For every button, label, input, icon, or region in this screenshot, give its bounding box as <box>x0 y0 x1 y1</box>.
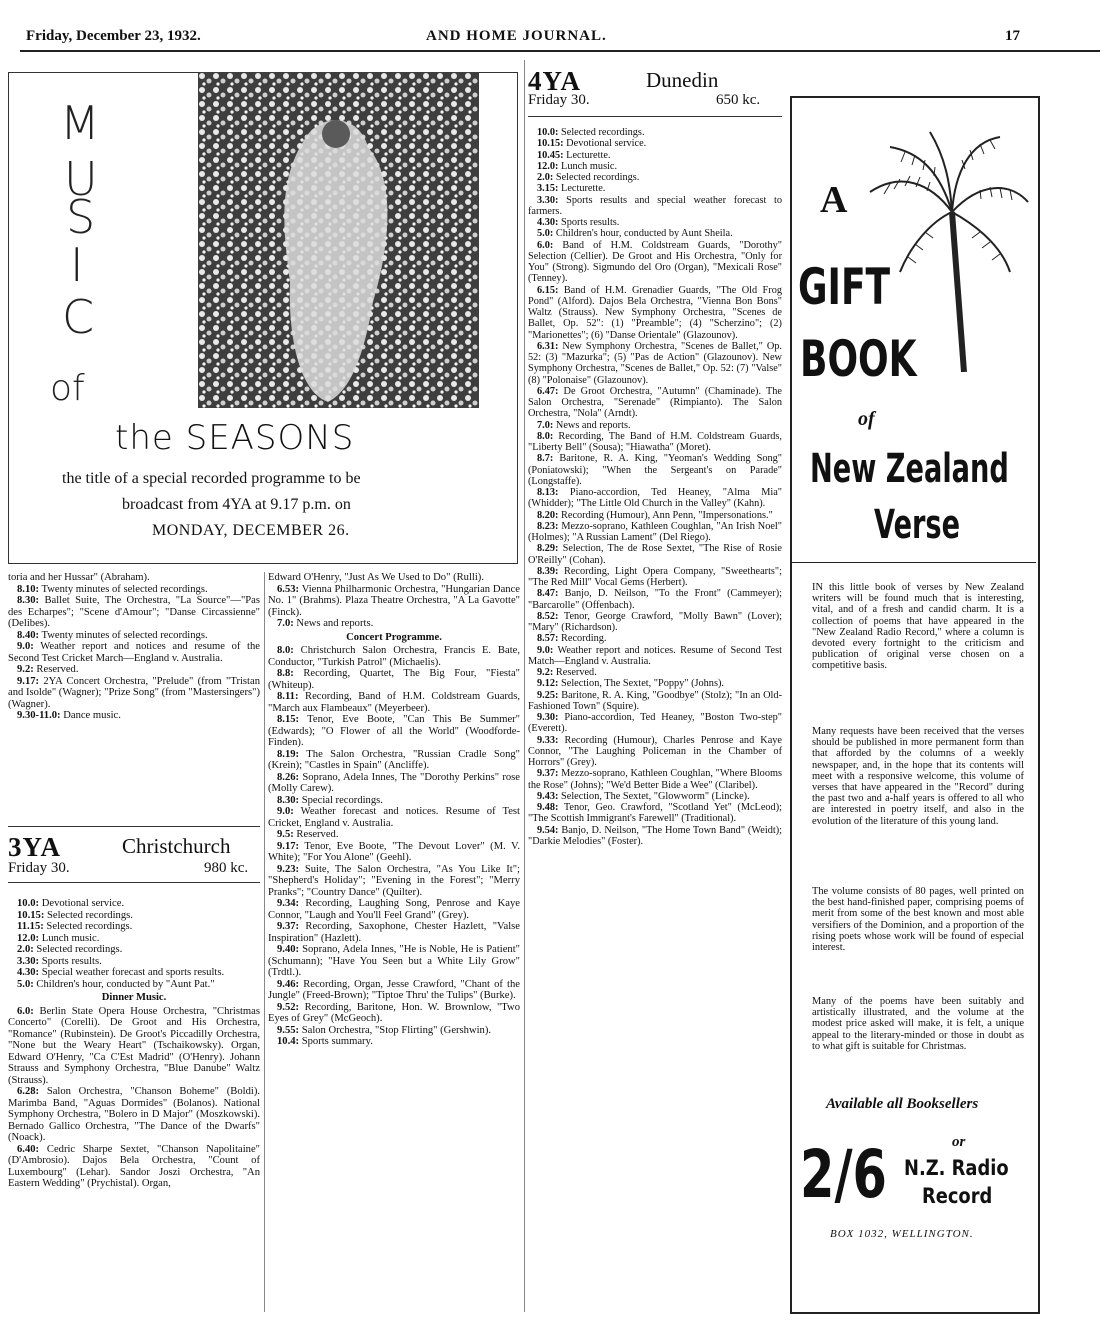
programme-time: 8.8: <box>277 668 294 679</box>
programme-time: 3.15: <box>537 183 559 195</box>
ad-or: or <box>952 1134 966 1150</box>
programme-item: 8.0: Recording, The Band of H.M. Coldstream Guards, "Liberty Bell" (Sousa); "Hiawatha" (Moret). <box>528 430 782 453</box>
programme-item: 8.11: Recording, Band of H.M. Coldstream Guards, "March aux Flambeaux" (Meyerbeer). <box>268 691 520 714</box>
music-letter-m: M <box>60 96 100 150</box>
programme-time: 10.0: <box>537 127 559 138</box>
column-3 <box>528 127 782 847</box>
programme-time: 9.54: <box>537 824 559 836</box>
programme-item: 8.29: Selection, The de Rose Sextet, "The Rise of Rosie O'Reilly" (Cohan). <box>528 543 782 566</box>
programme-item: 8.15: Tenor, Eve Boote, "Can This Be Summer" (Edwards); "O Flower of all the World" (Woodforde-Finden). <box>268 714 520 748</box>
music-letter-i: I <box>70 238 84 292</box>
programme-item: 11.15: Selected recordings. <box>17 921 133 932</box>
station-rule <box>8 826 260 827</box>
programme-time: 10.45: <box>537 149 564 161</box>
station-city: Dunedin <box>646 68 719 92</box>
programme-item: 3.30: Sports results. <box>17 955 102 967</box>
programme-item: 8.47: Banjo, D. Neilson, "To the Front" (Cammeyer); "Barcarolle" (Offenbach). <box>528 588 782 611</box>
programme-time: 8.39: <box>537 565 559 577</box>
column-2 <box>268 572 520 1048</box>
feature-caption-1: the title of a special recorded programme to be <box>62 470 361 487</box>
programme-time: 8.15: <box>277 714 300 725</box>
programme-item: 6.40: Cedric Sharpe Sextet, "Chanson Napolitaine" (D'Ambrosio). Dajos Bela Orchestra, "Count of Luxembourg" (Lehar). Sandor Joszi Orchestra, "An Eastern Wedding" (Prychistal). Organ, <box>8 1143 260 1189</box>
station-city: Christchurch <box>122 834 231 858</box>
ad-paragraph-3: The volume consists of 80 pages, well printed on the best hand-finished paper, comprising poems of merit from some of the best known and most able versifiers of the Dominion, and a proportion of the rising poets whose work will be found of especial interest. <box>812 886 1024 954</box>
programme-item: 8.57: Recording. <box>537 633 607 645</box>
programme-item: 7.0: News and reports. <box>537 419 631 431</box>
programme-time: 12.0: <box>17 932 40 944</box>
programme-item: 8.7: Baritone, R. A. King, "Yeoman's Wedding Song" (Poniatowski); "When the Sergeant's on Parade" (Longstaffe). <box>528 453 782 487</box>
dinner-music-heading: Dinner Music. <box>101 992 167 1003</box>
ad-gift: GIFT <box>798 258 891 316</box>
programme-time: 8.19: <box>277 748 300 760</box>
page-date: Friday, December 23, 1932. <box>26 28 201 44</box>
programme-item: 9.43: Selection, The Sextet, "Glowworm" (Lincke). <box>537 790 750 802</box>
programme-time: 9.23: <box>277 863 300 875</box>
programme-item: 9.5: Reserved. <box>277 829 339 840</box>
programme-time: 10.0: <box>17 898 40 909</box>
ad-price: 2/6 <box>800 1136 887 1213</box>
header-rule <box>20 50 1100 52</box>
programme-time: 9.37: <box>537 768 559 780</box>
programme-time: 10.4: <box>277 1036 300 1047</box>
programme-item: 8.20: Recording (Humour), Ann Penn, "Impersonations." <box>537 509 773 521</box>
programme-time: 6.47: <box>537 385 559 397</box>
programme-time: 9.55: <box>277 1024 300 1036</box>
programme-item: 9.46: Recording, Organ, Jesse Crawford, "Chant of the Jungle" (Freed-Brown); "Tiptoe Thru' the Tulips" (Burke). <box>268 978 520 1001</box>
programme-item: 10.15: Devotional service. <box>537 138 647 150</box>
programme-time: 8.13: <box>537 487 559 498</box>
programme-item: 4.30: Sports results. <box>537 217 620 228</box>
ad-paragraph-2: Many requests have been received that the verses should be published in more permanent form than that afforded by the columns of a weekly newspaper, and, in the hope that its contents will meet with a responsive welcome, this volume of verses that have appeared in the "Record" during the past two and a-half years is offered to all who are interested in poetry itself, and also in the evolution of the literature of this young land. <box>812 726 1024 827</box>
programme-item: 10.45: Lecturette. <box>537 149 611 161</box>
station-freq: 650 kc. <box>716 92 761 108</box>
station-day: Friday 30. <box>528 92 590 108</box>
programme-time: 6.31: <box>537 340 559 352</box>
ad-box-address: BOX 1032, WELLINGTON. <box>830 1228 974 1240</box>
programme-time: 8.26: <box>277 771 300 783</box>
programme-time: 9.37: <box>277 921 300 932</box>
programme-time: 8.30: <box>17 595 40 606</box>
programme-time: 9.2: <box>17 664 34 675</box>
feature-caption-2: broadcast from 4YA at 9.17 p.m. on <box>122 496 351 513</box>
station-day: Friday 30. <box>8 860 70 876</box>
programme-item: 9.30-11.0: Dance music. <box>17 710 121 721</box>
programme-item: 8.40: Twenty minutes of selected recordings. <box>17 629 208 641</box>
ad-paragraph-1: IN this little book of verses by New Zealand writers will be found much that is interesting, vital, and of a fresh and candid charm. It is a collection of poems that have appeared in the "New Zealand Radio Record," where a column is devoted every fortnight to the criticism and publication of original verse chosen on a competitive basis. <box>812 582 1024 672</box>
programme-time: 9.0: <box>17 641 34 652</box>
programme-item: 9.0: Weather report and notices. Resume of Second Test Match—England v. Australia. <box>528 644 782 667</box>
ad-verse: Verse <box>874 502 961 548</box>
ad-nz-radio: N.Z. Radio <box>904 1156 1009 1180</box>
programme-item: 8.8: Recording, Quartet, The Big Four, "Fiesta" (Whiteup). <box>268 668 520 691</box>
programme-time: 8.10: <box>17 583 40 595</box>
programme-item: 8.30: Special recordings. <box>277 794 383 806</box>
programme-item: 6.0: Band of H.M. Coldstream Guards, "Dorothy" Selection (Cellier). De Groot and His Orchestra, "Only for You" (Strong). Sigmundo del Oro (Organ), "Mexicali Rose" (Tenney). <box>528 239 782 285</box>
ad-of: of <box>858 408 875 430</box>
programme-time: 9.5: <box>277 829 294 840</box>
programme-item: 12.0: Lunch music. <box>17 932 100 944</box>
programme-time: 9.43: <box>537 790 559 802</box>
programme-time: 9.0: <box>277 806 294 817</box>
feature-caption-3: MONDAY, DECEMBER 26. <box>152 522 350 539</box>
programme-item: 8.19: The Salon Orchestra, "Russian Cradle Song" (Krein); "Castles in Spain" (Ancliffe). <box>268 748 520 771</box>
programme-time: 8.11: <box>277 691 299 702</box>
programme-item: 9.40: Soprano, Adela Innes, "He is Noble, He is Patient" (Schumann); "Have You Seen but a White Lily Grow" (Trdtl.). <box>268 944 520 978</box>
programme-time: 8.0: <box>537 430 554 442</box>
programme-time: 9.12: <box>537 678 559 690</box>
programme-item: 8.23: Mezzo-soprano, Kathleen Coughlan, "An Irish Noel" (Holmes); "A Russian Lament" (Del Riego). <box>528 520 782 543</box>
programme-time: 10.15: <box>17 909 45 921</box>
programme-time: 9.48: <box>537 802 559 813</box>
programme-item: 5.0: Children's hour, conducted by "Aunt Pat." <box>17 978 215 990</box>
station-rule-lower <box>8 882 260 883</box>
programme-time: 6.40: <box>17 1143 40 1155</box>
programme-time: 4.30: <box>537 217 559 228</box>
programme-item: 9.2: Reserved. <box>17 664 79 675</box>
programme-time: 9.0: <box>537 644 554 656</box>
programme-item: 6.15: Band of H.M. Grenadier Guards, "The Old Frog Pond" (Alford). Dajos Bela Orchestra, "Vienna Bon Bons" Waltz (Strauss). New Symphony Orchestra, "Scenes de Ballet, Op. 52": (1) "Preamble"; (4) "Scherzino"; (2) "Marionettes"; (6) "Danse Orientale" (Glazounov). <box>528 284 782 341</box>
programme-item: 9.55: Salon Orchestra, "Stop Flirting" (Gershwin). <box>277 1024 492 1036</box>
programme-time: 8.0: <box>277 645 294 656</box>
programme-item: 10.0: Devotional service. <box>17 898 125 909</box>
programme-item: 10.0: Selected recordings. <box>537 127 645 138</box>
programme-item: 9.12: Selection, The Sextet, "Poppy" (Johns). <box>537 678 724 690</box>
programme-time: 8.47: <box>537 588 559 600</box>
programme-item: 7.0: News and reports. <box>277 618 374 629</box>
programme-item: 9.37: Recording, Saxophone, Chester Hazlett, "Valse Inspiration" (Hazlett). <box>268 921 520 944</box>
programme-time: 9.30: <box>537 712 559 723</box>
programme-item: Edward O'Henry, "Just As We Used to Do" (Rulli). <box>268 572 484 583</box>
programme-item: 9.2: Reserved. <box>537 667 597 678</box>
programme-time: 2.0: <box>537 172 554 183</box>
ad-paragraph-4: Many of the poems have been suitably and artistically illustrated, and the volume at the modest price asked will make, it is felt, a unique appeal to the literary-minded or those in doubt as to what gift is suitable for Christmas. <box>812 996 1024 1052</box>
programme-time: 8.52: <box>537 610 559 622</box>
programme-item: 10.4: Sports summary. <box>277 1036 373 1047</box>
seasons-photo <box>198 72 479 408</box>
programme-time: 9.46: <box>277 978 300 990</box>
programme-time: 3.30: <box>17 955 40 967</box>
column-divider <box>264 572 265 1312</box>
programme-item: 12.0: Lunch music. <box>537 160 618 172</box>
column-divider <box>524 60 525 1312</box>
page-number: 17 <box>1005 28 1020 44</box>
programme-item: 3.30: Sports results and special weather forecast to farmers. <box>528 194 782 217</box>
journal-title: AND HOME JOURNAL. <box>426 28 607 44</box>
programme-item: 9.52: Recording, Baritone, Hon. W. Brownlow, "Two Eyes of Grey" (McGeoch). <box>268 1001 520 1024</box>
programme-time: 8.29: <box>537 543 559 555</box>
station-call: 3YA <box>8 832 62 862</box>
programme-item: 8.13: Piano-accordion, Ted Heaney, "Alma Mia" (Whidder); "The Little Old Church in the Valley" (Kahn). <box>528 487 782 510</box>
programme-time: 6.15: <box>537 284 559 296</box>
programme-time: 5.0: <box>17 978 34 990</box>
programme-time: 2.0: <box>17 944 34 955</box>
programme-time: 9.17: <box>17 675 40 687</box>
programme-time: 9.30-11.0: <box>17 710 61 721</box>
column-1 <box>8 572 260 722</box>
programme-item: 9.0: Weather report and notices and resume of the Second Test Cricket March—England v. Australia. <box>8 641 260 664</box>
programme-item: 9.48: Tenor, Geo. Crawford, "Scotland Yet" (McLeod); "The Scottish Immigrant's Farewell" (Traditional). <box>528 802 782 825</box>
programme-item: 3.15: Lecturette. <box>537 183 606 195</box>
programme-time: 9.40: <box>277 944 300 955</box>
programme-time: 9.33: <box>537 734 559 746</box>
programme-item: 8.39: Recording, Light Opera Company, "Sweethearts"; "The Red Mill" Vocal Gems (Herbert). <box>528 565 782 588</box>
programme-time: 7.0: <box>537 419 554 431</box>
programme-time: 8.20: <box>537 509 559 521</box>
programme-item: 9.37: Mezzo-soprano, Kathleen Coughlan, "Where Blooms the Rose" (Johns); "We'd Better Bide a Wee" (Claribel). <box>528 768 782 791</box>
programme-item: 8.52: Tenor, George Crawford, "Molly Bawn" (Lover); "Mary" (Richardson). <box>528 610 782 633</box>
ad-record: Record <box>922 1184 993 1208</box>
programme-item: toria and her Hussar" (Abraham). <box>8 572 150 583</box>
programme-time: 6.53: <box>277 583 300 595</box>
programme-time: 7.0: <box>277 618 294 629</box>
programme-time: 6.28: <box>17 1086 40 1097</box>
ad-rule <box>792 562 1036 563</box>
programme-item: 9.30: Piano-accordion, Ted Heaney, "Boston Two-step" (Everett). <box>528 712 782 735</box>
programme-item: 9.17: 2YA Concert Orchestra, "Prelude" (from "Tristan and Isolde" (Wagner); "Prize Song" (from "Mastersingers") (Wagner). <box>8 675 260 710</box>
programme-time: 8.40: <box>17 629 40 641</box>
programme-time: 9.25: <box>537 689 559 701</box>
programme-item: 6.53: Vienna Philharmonic Orchestra, "Hungarian Dance No. 1" (Brahms). Plaza Theatre Orchestra, "A La Gavotte" (Finck). <box>268 583 520 618</box>
programme-time: 12.0: <box>537 160 559 172</box>
programme-time: 8.30: <box>277 794 300 806</box>
music-letter-c: C <box>62 290 95 344</box>
programme-time: 9.52: <box>277 1001 300 1013</box>
programme-item: 8.30: Ballet Suite, The Orchestra, "La Source"—"Pas des Echarpes"; "Scene d'Amour"; "Danse Circassienne" (Delibes). <box>8 595 260 629</box>
programme-item: 6.0: Berlin State Opera House Orchestra, "Christmas Concerto" (Corelli). De Groot and His Orchestra, "Romance" (Rubinstein). De Groot's Piccadilly Orchestra, "None but the Weary Heart" (Tschaikowsky). Organ, Edward O'Henry, "Ca C'Est Madrid" (O'Henry). Johann Strauss and Symphony Orchestra, "Blue Danube" Waltz (Strauss). <box>8 1005 260 1086</box>
programme-item: 8.0: Christchurch Salon Orchestra, Francis E. Bate, Conductor, "Turkish Patrol" (Michaelis). <box>268 645 520 668</box>
programme-item: 6.31: New Symphony Orchestra, "Scenes de Ballet," Op. 52: (3) "Mazurka"; (5) "Pas de Action" (Glazounov). New Symphony Orchestra, "Scenes de Ballet," Op. 52: (7) "Valse" (8) "Polonaise" (Glazounov). <box>528 340 782 386</box>
programme-item: 9.23: Suite, The Salon Orchestra, "As You Like It"; "Shepherd's Holiday"; "Evening in the Forest"; "Merry Pranks"; "Country Dance" (Quilter). <box>268 863 520 898</box>
programme-time: 8.23: <box>537 520 559 532</box>
programme-item: 9.17: Tenor, Eve Boote, "The Devout Lover" (M. V. White); "For You Alone" (Geehl). <box>268 840 520 863</box>
music-letter-u: U <box>64 152 98 206</box>
programme-time: 3.30: <box>537 194 559 206</box>
station-call: 4YA <box>528 66 582 96</box>
programme-time: 8.7: <box>537 453 554 465</box>
ad-book: BOOK <box>800 330 917 388</box>
programme-item: 4.30: Special weather forecast and sports results. <box>17 967 225 978</box>
programme-item: 5.0: Children's hour, conducted by Aunt Sheila. <box>537 228 733 240</box>
programme-item: 10.15: Selected recordings. <box>17 909 133 921</box>
programme-time: 9.2: <box>537 667 554 678</box>
programme-item: 9.0: Weather forecast and notices. Resume of Test Cricket, England v. Australia. <box>268 806 520 829</box>
programme-time: 9.17: <box>277 840 300 852</box>
programme-item: 6.28: Salon Orchestra, "Chanson Boheme" (Boldi). Marimba Band, "Aguas Dormides" (Bolanos). National Symphony Orchestra, "Bolero in D Major" (Moszkowski). Bernado Gallico Orchestra, "The Dance of the Dwarfs" (Noack). <box>8 1086 260 1143</box>
programme-item: 9.33: Recording (Humour), Charles Penrose and Kaye Connor, "The Laughing Policeman in the Chamber of Horrors" (Grey). <box>528 734 782 768</box>
programme-item: 9.54: Banjo, D. Neilson, "The Home Town Band" (Weidt); "Darkie Melodies" (Foster). <box>528 824 782 847</box>
ad-a: A <box>820 179 848 221</box>
programme-time: 8.57: <box>537 633 559 645</box>
column-1-3ya <box>8 898 260 1190</box>
programme-time: 5.0: <box>537 228 554 240</box>
ad-new-zealand: New Zealand <box>810 446 1009 492</box>
ad-available: Available all Booksellers <box>826 1096 979 1112</box>
programme-item: 6.47: De Groot Orchestra, "Autumn" (Chaminade). The Salon Orchestra, "Serenade" (Rimpianto). The Salon Orchestra, "Nola" (Arndt). <box>528 385 782 420</box>
programme-item: 9.34: Recording, Laughing Song, Penrose and Kaye Connor, "Laugh and You'll Feel Grand" (Grey). <box>268 898 520 921</box>
station-rule-lower <box>528 116 782 117</box>
programme-item: 2.0: Selected recordings. <box>17 944 123 955</box>
programme-time: 11.15: <box>17 921 44 932</box>
music-of: of <box>50 368 85 409</box>
programme-time: 10.15: <box>537 138 564 150</box>
seasons-title: the SEASONS <box>115 418 355 458</box>
programme-time: 6.0: <box>537 239 554 251</box>
programme-time: 4.30: <box>17 967 40 978</box>
programme-time: 9.34: <box>277 898 300 909</box>
concert-programme-heading: Concert Programme. <box>346 631 442 643</box>
programme-item: 9.25: Baritone, R. A. King, "Goodbye" (Stolz); "In an Old-Fashioned Town" (Squire). <box>528 689 782 712</box>
programme-item: 8.10: Twenty minutes of selected recordings. <box>17 583 208 595</box>
programme-item: 2.0: Selected recordings. <box>537 172 640 183</box>
programme-time: 6.0: <box>17 1005 34 1017</box>
station-freq: 980 kc. <box>204 860 249 876</box>
music-letter-s: S <box>66 190 96 244</box>
programme-item: 8.26: Soprano, Adela Innes, The "Dorothy Perkins" rose (Molly Carew). <box>268 771 520 794</box>
